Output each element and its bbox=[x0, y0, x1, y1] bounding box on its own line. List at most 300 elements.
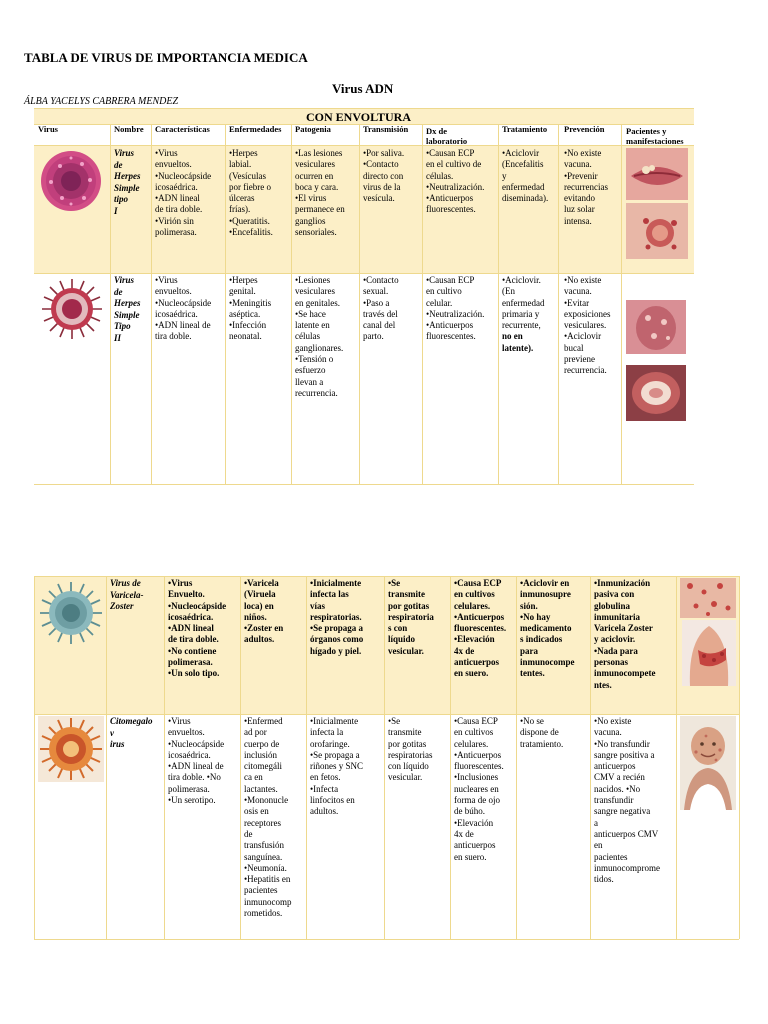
row1-patogenia bbox=[295, 148, 359, 238]
text-line: en cultivo bbox=[426, 286, 462, 297]
text-line: •Nada para bbox=[594, 645, 638, 656]
text-line: •Nucleocápside bbox=[168, 600, 227, 611]
text-line: •No existe bbox=[564, 148, 602, 158]
text-line: 4x de bbox=[454, 645, 475, 656]
table2-border-top bbox=[34, 576, 739, 577]
text-line: •Se bbox=[388, 716, 401, 726]
text-line: células bbox=[295, 331, 320, 342]
hsv1-virus-image bbox=[38, 148, 104, 214]
text-line: inmunitaria bbox=[594, 611, 641, 622]
table2-col-divider bbox=[590, 576, 591, 939]
table1-col-divider bbox=[359, 124, 360, 484]
text-line: (Viruela bbox=[244, 589, 276, 600]
row1-dx bbox=[426, 148, 498, 216]
table1-col-divider bbox=[151, 124, 152, 484]
row4-nombre bbox=[110, 716, 164, 751]
table1-col-divider bbox=[110, 124, 111, 484]
text-line: canal del bbox=[363, 320, 396, 331]
text-line: •Virus bbox=[155, 148, 178, 158]
text-line: fluorescentes. bbox=[454, 761, 504, 772]
text-line: sexual. bbox=[363, 286, 389, 297]
nombre-line: Zoster bbox=[110, 601, 134, 611]
nombre-line: Virus bbox=[114, 148, 135, 158]
table1-col-divider bbox=[422, 124, 423, 484]
text-line: •Se hace bbox=[295, 308, 326, 319]
row1-enfermedades bbox=[229, 148, 289, 238]
table1-col-divider bbox=[621, 124, 622, 484]
text-line: a bbox=[594, 817, 598, 828]
text-line: anticuerpos bbox=[454, 657, 499, 668]
text-line: enfermedad bbox=[502, 297, 545, 308]
row1-caracteristicas bbox=[155, 148, 225, 238]
text-line: •No existe bbox=[564, 275, 602, 285]
nombre-line: de bbox=[114, 159, 123, 170]
text-line: pacientes bbox=[594, 851, 628, 862]
text-line: adultos. bbox=[244, 634, 275, 645]
text-line: luz solar bbox=[564, 204, 595, 215]
text-line: sangre negativa bbox=[594, 806, 651, 817]
text-line: anticuerpos CMV bbox=[594, 828, 659, 839]
text-line: s con bbox=[388, 623, 408, 634]
text-line: evitando bbox=[564, 193, 595, 204]
text-line: •Infección bbox=[229, 320, 267, 331]
text-line: en suero. bbox=[454, 851, 487, 862]
nombre-line: Herpes bbox=[114, 298, 141, 308]
text-line: •Virus bbox=[168, 716, 191, 726]
text-line: parto. bbox=[363, 331, 384, 342]
text-line: en bbox=[594, 840, 603, 851]
nombre-line: Herpes bbox=[114, 171, 141, 181]
text-line: través del bbox=[363, 308, 398, 319]
row2-nombre bbox=[114, 275, 150, 344]
text-line: pacientes bbox=[244, 885, 278, 896]
text-line: labial. bbox=[229, 159, 252, 170]
text-line: por fiebre o bbox=[229, 181, 271, 192]
text-line: celulares. bbox=[454, 600, 491, 611]
text-line: •ADN lineal de bbox=[168, 761, 224, 772]
text-line: vacuna. bbox=[594, 727, 622, 738]
text-line: •Contacto bbox=[363, 159, 399, 170]
text-line: fluorescentes. bbox=[454, 623, 507, 634]
row4-dx bbox=[454, 716, 516, 863]
row2-tratamiento bbox=[502, 275, 558, 354]
text-line: virus de la bbox=[363, 181, 401, 192]
text-line: tira doble. •No bbox=[168, 772, 221, 783]
text-line: •Virus bbox=[155, 275, 178, 285]
text-line: •ADN lineal bbox=[155, 193, 200, 204]
text-line: anticuerpos bbox=[454, 840, 496, 851]
text-line: cuerpo de bbox=[244, 738, 280, 749]
text-line: y bbox=[502, 170, 507, 181]
text-line: •Virus bbox=[168, 578, 193, 588]
table2-border-bottom bbox=[34, 939, 739, 940]
header-transmision: Transmisión bbox=[363, 124, 409, 134]
text-line: •Queratitis. bbox=[229, 215, 270, 226]
header-dx-line: Dx de bbox=[426, 126, 448, 136]
text-line: ad por bbox=[244, 727, 267, 738]
row3-caracteristicas bbox=[168, 578, 240, 680]
text-line: •Un solo tipo. bbox=[168, 668, 220, 679]
table2-col-divider bbox=[240, 576, 241, 939]
text-line: •Varicela bbox=[244, 578, 279, 588]
text-line: recurrencia. bbox=[564, 365, 607, 376]
cmv-newborn-image bbox=[680, 716, 736, 810]
row4-tratamiento bbox=[520, 716, 590, 750]
row2-dx bbox=[426, 275, 498, 343]
varicela-rash-image bbox=[680, 578, 736, 618]
nombre-line: I bbox=[114, 205, 118, 216]
text-line: CMV a recién bbox=[594, 772, 645, 783]
text-line: personas bbox=[594, 657, 629, 668]
text-line: icosaédrica. bbox=[155, 308, 198, 319]
table1-border-row1 bbox=[34, 273, 694, 274]
text-line: fluorescentes. bbox=[426, 331, 476, 342]
text-line: •Anticuerpos bbox=[426, 193, 474, 204]
cmv-virus-image bbox=[38, 716, 104, 782]
text-line: niños. bbox=[244, 611, 267, 622]
text-line: forma de ojo bbox=[454, 795, 500, 806]
text-line: envueltos. bbox=[155, 159, 192, 170]
text-line: intensa. bbox=[564, 215, 592, 226]
text-line: diseminada). bbox=[502, 193, 549, 204]
text-line: receptores bbox=[244, 817, 281, 828]
text-line: transfundir bbox=[594, 795, 634, 806]
row2-enfermedades bbox=[229, 275, 289, 343]
text-line: directo con bbox=[363, 170, 404, 181]
text-line: riñones y SNC bbox=[310, 761, 364, 772]
text-line: •Anticuerpos bbox=[454, 611, 505, 622]
row2-caracteristicas bbox=[155, 275, 225, 343]
text-line: globulina bbox=[594, 600, 631, 611]
table2-col-divider bbox=[164, 576, 165, 939]
text-line: sanguínea. bbox=[244, 851, 283, 862]
text-line: •Inclusiones bbox=[454, 772, 499, 783]
text-line: frías). bbox=[229, 204, 251, 215]
text-line: úlceras bbox=[229, 193, 255, 204]
text-line: •No existe bbox=[594, 716, 632, 726]
text-line: ganglios bbox=[295, 215, 326, 226]
table2-col-divider bbox=[450, 576, 451, 939]
text-line: •Zoster en bbox=[244, 623, 284, 634]
text-line: de bbox=[244, 828, 253, 839]
nombre-line: Citomegalo bbox=[110, 716, 153, 726]
text-line: •Nucleocápside bbox=[168, 738, 225, 749]
text-line: nacidos. •No bbox=[594, 783, 641, 794]
text-line: boca y cara. bbox=[295, 181, 339, 192]
text-line: •Meningitis bbox=[229, 297, 272, 308]
text-line: Varicela Zoster bbox=[594, 623, 653, 634]
text-line: envueltos. bbox=[155, 286, 192, 297]
text-line: inclusión bbox=[244, 749, 277, 760]
text-line: •Evitar bbox=[564, 297, 590, 308]
text-line: icosaédrica. bbox=[168, 611, 214, 622]
text-line: vacuna. bbox=[564, 286, 592, 297]
text-line: •Causan ECP bbox=[426, 275, 475, 285]
text-line: 4x de bbox=[454, 828, 474, 839]
header-patogenia: Patogenia bbox=[295, 124, 331, 134]
row1-prevencion bbox=[564, 148, 620, 227]
text-line: s indicados bbox=[520, 634, 563, 645]
text-line: previene bbox=[564, 354, 595, 365]
text-line: •Causa ECP bbox=[454, 578, 502, 588]
text-line: •Encefalitis. bbox=[229, 227, 273, 238]
text-line: transfusión bbox=[244, 840, 284, 851]
text-line: •Paso a bbox=[363, 297, 390, 308]
text-line: •Neutralización. bbox=[426, 308, 485, 319]
nombre-line: II bbox=[114, 332, 122, 343]
header-tratamiento: Tratamiento bbox=[502, 124, 548, 134]
text-line: orofaringe. bbox=[310, 738, 350, 749]
text-line: por gotitas bbox=[388, 600, 430, 611]
text-line: •Neutralización. bbox=[426, 181, 485, 192]
text-line: nucleares en bbox=[454, 783, 499, 794]
text-line: citomegáli bbox=[244, 761, 282, 772]
text-line: •Neumonía. bbox=[244, 862, 287, 873]
table2-col-divider bbox=[306, 576, 307, 939]
text-line: •Inicialmente bbox=[310, 716, 359, 726]
text-line: llevan a bbox=[295, 376, 324, 387]
header-caracteristicas: Características bbox=[155, 124, 210, 134]
text-line: •No transfundir bbox=[594, 738, 650, 749]
text-line: vías bbox=[310, 600, 326, 611]
text-line: •Se propaga a bbox=[310, 749, 360, 760]
text-line: vesícula. bbox=[363, 193, 395, 204]
text-line: polimerasa. bbox=[168, 783, 210, 794]
nombre-line: Varicela- bbox=[110, 589, 144, 600]
text-line: fluorescentes. bbox=[426, 204, 476, 215]
text-line: vesiculares bbox=[295, 159, 335, 170]
text-line: primaria y bbox=[502, 308, 540, 319]
text-line: inmunocompete bbox=[594, 668, 656, 679]
text-line: •Nucleocápside bbox=[155, 297, 212, 308]
text-line: enfermedad bbox=[502, 181, 545, 192]
text-line: •Elevación bbox=[454, 817, 494, 828]
text-line: latente en bbox=[295, 320, 330, 331]
nombre-line: Simple bbox=[114, 309, 140, 320]
row3-enfermedades bbox=[244, 578, 306, 646]
text-line: células. bbox=[426, 170, 454, 181]
text-line: inmunocomp bbox=[244, 896, 292, 907]
header-virus: Virus bbox=[38, 124, 58, 134]
text-line: de tira doble. bbox=[155, 204, 203, 215]
text-line: •Tensión o bbox=[295, 354, 334, 365]
nombre-line: de bbox=[114, 286, 123, 297]
text-line: en fetos. bbox=[310, 772, 341, 783]
row3-patogenia bbox=[310, 578, 382, 657]
text-line: recurrencias bbox=[564, 181, 608, 192]
hsv2-genital-lesion-image bbox=[626, 300, 686, 354]
text-line: no en bbox=[502, 331, 523, 342]
row1-nombre bbox=[114, 148, 150, 217]
text-line: polimerasa. bbox=[168, 657, 213, 668]
nombre-line: v bbox=[110, 727, 114, 738]
text-line: •Herpes bbox=[229, 148, 258, 158]
text-line: dispone de bbox=[520, 727, 559, 738]
header-enfermedades: Enfermedades bbox=[229, 124, 282, 134]
text-line: (Encefalitis bbox=[502, 159, 544, 170]
hsv2-virus-image bbox=[40, 277, 104, 341]
text-line: •Elevación bbox=[454, 634, 495, 645]
text-line: transmite bbox=[388, 727, 422, 738]
text-line: ganglionares. bbox=[295, 342, 344, 353]
text-line: •Anticuerpos bbox=[426, 320, 474, 331]
text-line: •Un serotipo. bbox=[168, 795, 216, 806]
text-line: •Las lesiones bbox=[295, 148, 343, 158]
text-line: y aciclovir. bbox=[594, 634, 636, 645]
text-line: esfuerzo bbox=[295, 365, 326, 376]
text-line: •Herpes bbox=[229, 275, 258, 285]
table2-col-divider bbox=[676, 576, 677, 939]
nombre-line: Virus bbox=[114, 275, 135, 285]
table1-col-divider bbox=[291, 124, 292, 484]
author-name: ÁLBA YACELYS CABRERA MENDEZ bbox=[24, 96, 179, 107]
text-line: exposiciones bbox=[564, 308, 611, 319]
document-subtitle: Virus ADN bbox=[332, 81, 394, 96]
text-line: (En bbox=[502, 286, 515, 297]
text-line: bucal bbox=[564, 342, 584, 353]
row4-transmision bbox=[388, 716, 450, 784]
row4-patogenia bbox=[310, 716, 382, 818]
text-line: icosaédrica. bbox=[168, 749, 211, 760]
row3-tratamiento bbox=[520, 578, 590, 680]
text-line: tentes. bbox=[520, 668, 545, 679]
text-line: •Prevenir bbox=[564, 170, 598, 181]
text-line: respiratorias bbox=[388, 749, 433, 760]
table2-col-divider bbox=[384, 576, 385, 939]
row4-enfermedades bbox=[244, 716, 306, 919]
hsv1-lip-lesion-image bbox=[626, 148, 688, 200]
text-line: •Infecta bbox=[310, 783, 339, 794]
text-line: inmunosupre bbox=[520, 589, 571, 600]
text-line: en genitales. bbox=[295, 297, 340, 308]
text-line: inmunocomprome bbox=[594, 862, 660, 873]
row1-transmision bbox=[363, 148, 421, 204]
table1-col-divider bbox=[225, 124, 226, 484]
text-line: celulares. bbox=[454, 738, 489, 749]
text-line: ca en bbox=[244, 772, 263, 783]
table2-col-divider bbox=[34, 576, 35, 939]
text-line: •Enfermed bbox=[244, 716, 283, 726]
text-line: tidos. bbox=[594, 874, 614, 885]
text-line: •Virión sin bbox=[155, 215, 194, 226]
text-line: órganos como bbox=[310, 634, 364, 645]
text-line: •Inicialmente bbox=[310, 578, 362, 588]
text-line: envueltos. bbox=[168, 727, 205, 738]
table2-col-divider bbox=[739, 576, 740, 939]
nombre-line: Tipo bbox=[114, 321, 131, 331]
text-line: •Aciclovir bbox=[564, 331, 602, 342]
text-line: icosaédrica. bbox=[155, 181, 198, 192]
text-line: •Aciclovir en bbox=[520, 578, 570, 588]
text-line: •Anticuerpos bbox=[454, 749, 502, 760]
text-line: •Causan ECP bbox=[426, 148, 475, 158]
text-line: anticuerpos bbox=[594, 761, 636, 772]
nombre-line: tipo bbox=[114, 194, 129, 204]
text-line: celular. bbox=[426, 297, 453, 308]
text-line: latente). bbox=[502, 342, 534, 353]
nombre-line: irus bbox=[110, 739, 125, 749]
text-line: •No hay bbox=[520, 611, 551, 622]
text-line: ocurren en bbox=[295, 170, 334, 181]
text-line: loca) en bbox=[244, 600, 274, 611]
table2-border-row1 bbox=[34, 714, 739, 715]
header-pacientes-line: Pacientes y bbox=[626, 126, 667, 136]
zoster-back-image bbox=[682, 620, 736, 686]
table1-col-divider bbox=[558, 124, 559, 484]
text-line: vesiculares bbox=[295, 286, 335, 297]
document-title: TABLA DE VIRUS DE IMPORTANCIA MEDICA bbox=[24, 50, 308, 65]
header-pacientes-line: manifestaciones bbox=[626, 136, 684, 146]
header-prevencion: Prevención bbox=[564, 124, 605, 134]
text-line: respiratoria bbox=[388, 611, 434, 622]
text-line: de búho. bbox=[454, 806, 485, 817]
text-line: transmite bbox=[388, 589, 425, 600]
text-line: recurrente, bbox=[502, 320, 541, 331]
hsv2-ulcer-image bbox=[626, 365, 686, 421]
text-line: sión. bbox=[520, 600, 538, 611]
text-line: medicamento bbox=[520, 623, 572, 634]
text-line: adultos. bbox=[310, 806, 339, 817]
text-line: rometidos. bbox=[244, 908, 283, 919]
text-line: tratamiento. bbox=[520, 738, 564, 749]
text-line: •No contiene bbox=[168, 645, 217, 656]
text-line: líquido bbox=[388, 634, 416, 645]
text-line: con líquido bbox=[388, 761, 429, 772]
row3-dx bbox=[454, 578, 516, 680]
row1-tratamiento bbox=[502, 148, 558, 204]
text-line: •Aciclovir bbox=[502, 148, 540, 158]
text-line: en cultivos bbox=[454, 589, 495, 600]
text-line: •Se bbox=[388, 578, 401, 588]
text-line: para bbox=[520, 645, 538, 656]
text-line: respiratorias. bbox=[310, 611, 362, 622]
table1-border-header bbox=[34, 145, 694, 146]
row3-prevencion bbox=[594, 578, 674, 691]
text-line: •Mononucle bbox=[244, 795, 289, 806]
text-line: •Nucleocápside bbox=[155, 170, 212, 181]
text-line: lactantes. bbox=[244, 783, 278, 794]
header-nombre: Nombre bbox=[114, 124, 144, 134]
row2-patogenia bbox=[295, 275, 359, 399]
text-line: en cultivos bbox=[454, 727, 494, 738]
text-line: •Lesiones bbox=[295, 275, 331, 285]
text-line: •No se bbox=[520, 716, 544, 726]
table1-title: CON ENVOLTURA bbox=[306, 110, 411, 124]
header-pacientes bbox=[626, 126, 684, 146]
text-line: aséptica. bbox=[229, 308, 261, 319]
text-line: •ADN lineal bbox=[168, 623, 214, 634]
text-line: en suero. bbox=[454, 668, 489, 679]
text-line: permanece en bbox=[295, 204, 345, 215]
text-line: infecta las bbox=[310, 589, 349, 600]
row3-transmision bbox=[388, 578, 450, 657]
header-dx-line: laboratorio bbox=[426, 136, 468, 146]
text-line: genital. bbox=[229, 286, 256, 297]
table1-border-bottom bbox=[34, 484, 694, 485]
text-line: •ADN lineal de bbox=[155, 320, 211, 331]
text-line: vesicular. bbox=[388, 645, 424, 656]
text-line: •Aciclovir. bbox=[502, 275, 541, 285]
text-line: por gotitas bbox=[388, 738, 427, 749]
text-line: vesiculares. bbox=[564, 320, 607, 331]
text-line: ntes. bbox=[594, 679, 612, 690]
hsv1-skin-lesion-image bbox=[626, 203, 688, 259]
text-line: tira doble. bbox=[155, 331, 192, 342]
nombre-line: Simple bbox=[114, 182, 140, 193]
nombre-line: Virus de bbox=[110, 578, 141, 588]
text-line: inmunocompe bbox=[520, 657, 575, 668]
text-line: •Hepatitis en bbox=[244, 874, 291, 885]
